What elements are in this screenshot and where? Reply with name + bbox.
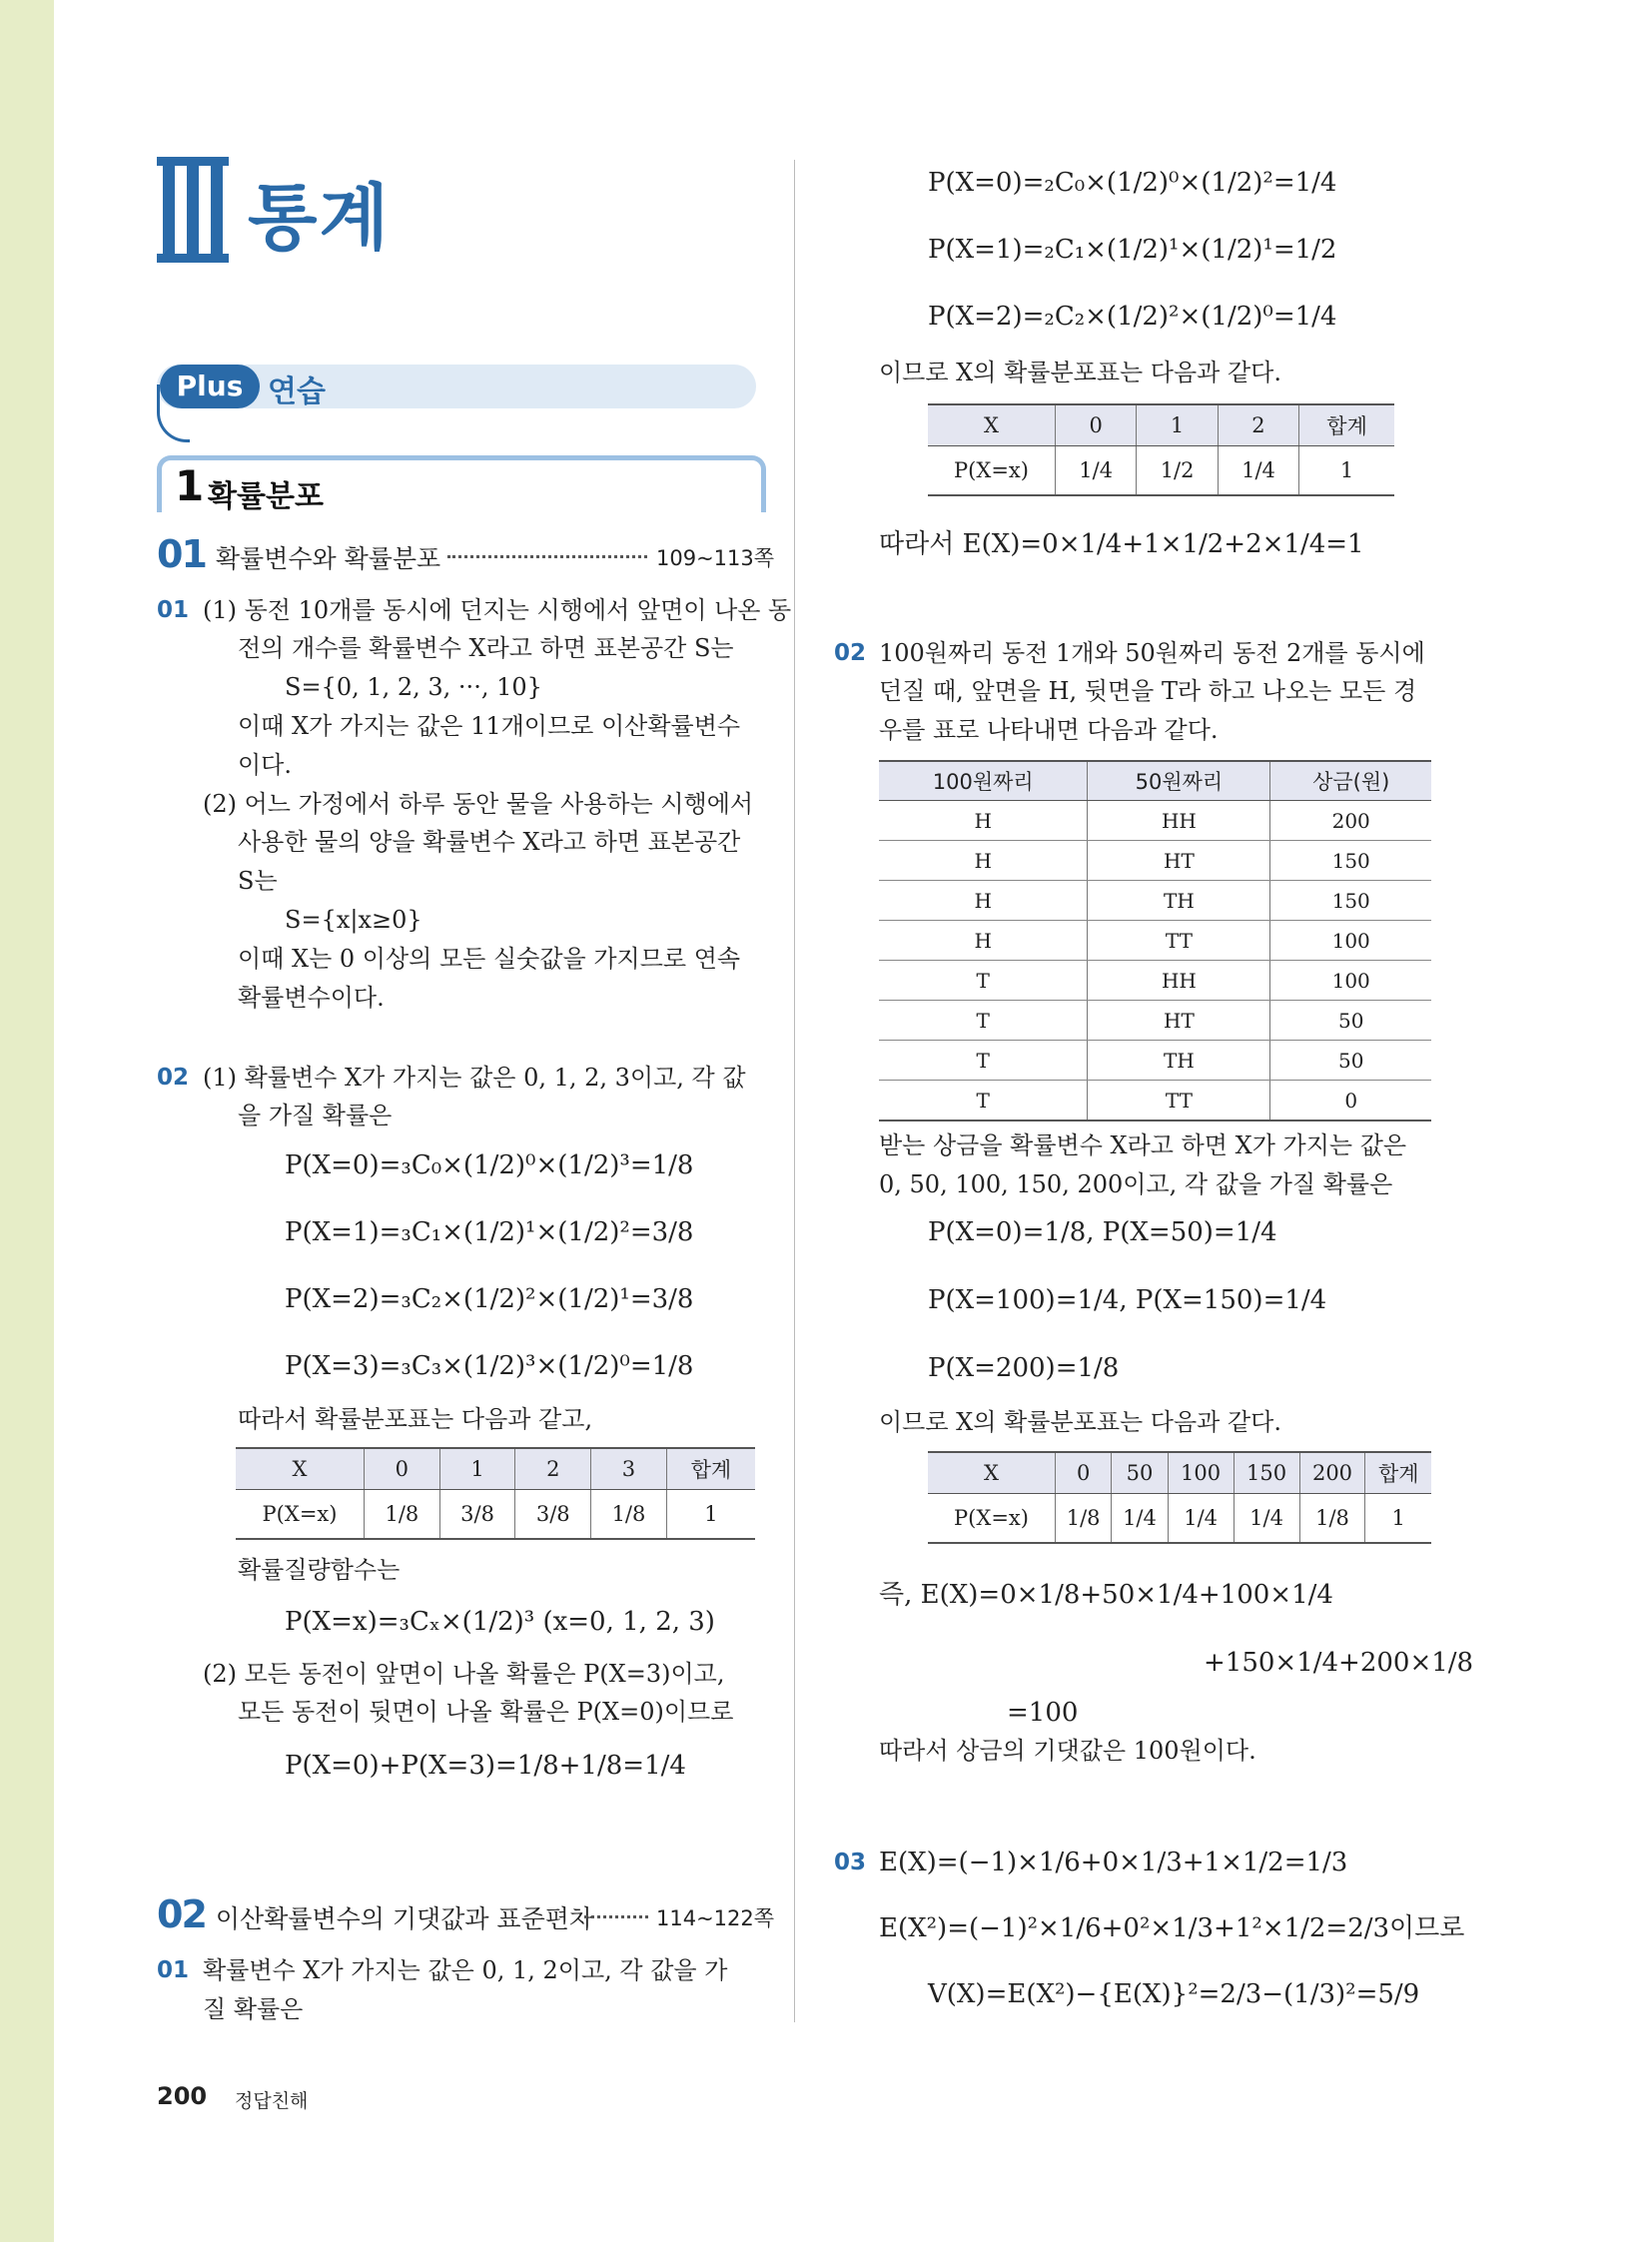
table-header-cell: 1: [439, 1448, 515, 1490]
distribution-table-2: [928, 403, 1394, 496]
footer-label: 정답친해: [235, 2090, 309, 2112]
text-line: 확률질량함수는: [238, 1556, 401, 1584]
table-cell: P(X=x): [236, 1490, 365, 1540]
table-cell: T: [879, 1081, 1088, 1121]
problem-02-number: 02: [157, 1065, 190, 1091]
table-header-cell: 2: [515, 1448, 591, 1490]
text-line: 던질 때, 앞면을 H, 뒷면을 T라 하고 나오는 모든 경: [879, 677, 1417, 705]
chapter-title: 통계: [248, 176, 392, 260]
side-color-strip: [0, 0, 54, 2242]
equation: P(X=2)=₃C₂×(1/2)²×(1/2)¹=3/8: [285, 1284, 694, 1314]
text-line: 0, 50, 100, 150, 200이고, 각 값을 가질 확률은: [879, 1170, 1393, 1198]
text-line: 따라서 상금의 기댓값은 100원이다.: [879, 1737, 1256, 1765]
table-header-cell: 합계: [1299, 404, 1394, 446]
column-divider: [794, 160, 795, 2022]
table-cell: HT: [1088, 841, 1270, 881]
table-cell: 100: [1270, 921, 1431, 961]
table-header-cell: X: [928, 404, 1056, 446]
equation: P(X=1)=₂C₁×(1/2)¹×(1/2)¹=1/2: [928, 235, 1337, 265]
table-cell: P(X=x): [928, 446, 1056, 496]
table-cell: 50: [1270, 1001, 1431, 1041]
table-header-cell: 100원짜리: [879, 761, 1088, 801]
text-line: S는: [238, 867, 278, 895]
text-line: 우를 표로 나타내면 다음과 같다.: [879, 716, 1219, 744]
page-number: 200: [157, 2082, 208, 2110]
table-cell: H: [879, 801, 1088, 841]
table-cell: 50: [1270, 1041, 1431, 1081]
chapter-roman-numeral: [157, 157, 229, 263]
table-cell: 1/4: [1056, 446, 1137, 496]
equation: =100: [1007, 1698, 1079, 1728]
text-line: (1) 확률변수 X가 가지는 값은 0, 1, 2, 3이고, 각 값: [203, 1064, 746, 1092]
equation: P(X=0)+P(X=3)=1/8+1/8=1/4: [285, 1751, 686, 1781]
table-header-cell: 50원짜리: [1088, 761, 1270, 801]
table-cell: 3/8: [515, 1490, 591, 1540]
subsection-1-title: 확률변수와 확률분포: [215, 544, 441, 573]
problem-01-number: 01: [157, 1957, 190, 1983]
equation: P(X=2)=₂C₂×(1/2)²×(1/2)⁰=1/4: [928, 302, 1337, 332]
table-cell: TH: [1088, 1041, 1270, 1081]
text-line: (2) 어느 가정에서 하루 동안 물을 사용하는 시행에서: [203, 790, 754, 818]
equation: P(X=x)=₃Cₓ×(1/2)³ (x=0, 1, 2, 3): [285, 1607, 715, 1637]
table-header-cell: 1: [1137, 404, 1218, 446]
equation: P(X=0)=₃C₀×(1/2)⁰×(1/2)³=1/8: [285, 1150, 694, 1180]
text-line: 확률변수이다.: [238, 984, 385, 1012]
distribution-table-1: [236, 1447, 755, 1540]
table-header-cell: X: [236, 1448, 365, 1490]
section-title: 확률분포: [208, 479, 324, 514]
table-cell: 100: [1270, 961, 1431, 1001]
text-line: 이때 X는 0 이상의 모든 실숫값을 가지므로 연속: [238, 945, 741, 973]
equation: P(X=200)=1/8: [928, 1353, 1120, 1383]
table-cell: 150: [1270, 881, 1431, 921]
table-cell: T: [879, 1041, 1088, 1081]
table-header-cell: 50: [1112, 1452, 1168, 1494]
table-header-cell: 0: [365, 1448, 440, 1490]
problem-02-number: 02: [834, 640, 867, 666]
subsection-2-heading: [157, 1892, 593, 1936]
table-cell: HH: [1088, 961, 1270, 1001]
table-cell: T: [879, 1001, 1088, 1041]
distribution-table-3: [928, 1451, 1431, 1544]
table-cell: 1: [666, 1490, 755, 1540]
equation: S={0, 1, 2, 3, ···, 10}: [285, 673, 542, 701]
table-cell: 150: [1270, 841, 1431, 881]
table-cell: P(X=x): [928, 1494, 1056, 1544]
problem-03-number: 03: [834, 1850, 867, 1875]
text-line: 따라서 확률분포표는 다음과 같고,: [238, 1405, 593, 1433]
equation: P(X=0)=₂C₀×(1/2)⁰×(1/2)²=1/4: [928, 168, 1337, 198]
text-line: 사용한 물의 양을 확률변수 X라고 하면 표본공간: [238, 828, 741, 856]
table-cell: 1/4: [1168, 1494, 1234, 1544]
prize-table: [879, 760, 1431, 1121]
subsection-2-number: 02: [157, 1892, 206, 1936]
text-line: (2) 모든 동전이 앞면이 나올 확률은 P(X=3)이고,: [203, 1660, 725, 1688]
table-cell: 1/8: [365, 1490, 440, 1540]
text-line: 확률변수 X가 가지는 값은 0, 1, 2이고, 각 값을 가: [203, 1956, 728, 1984]
table-header-cell: 200: [1299, 1452, 1365, 1494]
table-cell: H: [879, 921, 1088, 961]
table-cell: 1/4: [1112, 1494, 1168, 1544]
equation: 즉, E(X)=0×1/8+50×1/4+100×1/4: [879, 1580, 1333, 1610]
subsection-1-leader: [447, 555, 647, 558]
text-line: 이때 X가 가지는 값은 11개이므로 이산확률변수: [238, 712, 741, 740]
text-line: 전의 개수를 확률변수 X라고 하면 표본공간 S는: [238, 634, 734, 662]
table-header-cell: 150: [1234, 1452, 1299, 1494]
subsection-2-pages: 114~122쪽: [656, 1906, 775, 1930]
table-cell: 1/8: [1056, 1494, 1112, 1544]
subsection-2-title: 이산확률변수의 기댓값과 표준편차: [215, 1904, 594, 1933]
table-cell: TT: [1088, 1081, 1270, 1121]
equation: P(X=100)=1/4, P(X=150)=1/4: [928, 1285, 1327, 1315]
table-cell: H: [879, 841, 1088, 881]
text-line: 이므로 X의 확률분포표는 다음과 같다.: [879, 1408, 1281, 1436]
table-cell: 200: [1270, 801, 1431, 841]
equation: S={x|x≥0}: [285, 906, 422, 934]
table-cell: 0: [1270, 1081, 1431, 1121]
equation: P(X=1)=₃C₁×(1/2)¹×(1/2)²=3/8: [285, 1217, 694, 1247]
equation: V(X)=E(X²)−{E(X)}²=2/3−(1/3)²=5/9: [928, 1979, 1420, 2009]
equation: P(X=3)=₃C₃×(1/2)³×(1/2)⁰=1/8: [285, 1351, 694, 1381]
table-header-cell: 100: [1168, 1452, 1234, 1494]
table-cell: 1/4: [1218, 446, 1298, 496]
table-header-cell: 합계: [1365, 1452, 1431, 1494]
table-header-cell: 0: [1056, 404, 1137, 446]
table-header-cell: X: [928, 1452, 1056, 1494]
text-line: 이므로 X의 확률분포표는 다음과 같다.: [879, 359, 1281, 386]
table-header-cell: 상금(원): [1270, 761, 1431, 801]
table-cell: HH: [1088, 801, 1270, 841]
text-line: 100원짜리 동전 1개와 50원짜리 동전 2개를 동시에: [879, 639, 1425, 667]
table-cell: 1/8: [591, 1490, 667, 1540]
plus-badge: Plus: [160, 365, 260, 408]
subsection-2-leader: [584, 1915, 648, 1918]
text-line: 모든 동전이 뒷면이 나올 확률은 P(X=0)이므로: [238, 1698, 734, 1726]
equation: P(X=0)=1/8, P(X=50)=1/4: [928, 1217, 1277, 1247]
table-cell: 1/8: [1299, 1494, 1365, 1544]
problem-01-number: 01: [157, 597, 190, 623]
table-header-cell: 2: [1218, 404, 1298, 446]
table-cell: 1: [1299, 446, 1394, 496]
equation: +150×1/4+200×1/8: [1204, 1648, 1474, 1678]
plus-label: 연습: [268, 374, 326, 409]
table-cell: 1/4: [1234, 1494, 1299, 1544]
text-line: 이다.: [238, 751, 292, 779]
table-cell: T: [879, 961, 1088, 1001]
table-header-cell: 0: [1056, 1452, 1112, 1494]
equation: E(X²)=(−1)²×1/6+0²×1/3+1²×1/2=2/3이므로: [879, 1913, 1465, 1943]
subsection-1-pages: 109~113쪽: [656, 546, 775, 570]
table-header-cell: 3: [591, 1448, 667, 1490]
text-line: 질 확률은: [203, 1995, 304, 2023]
equation: E(X)=(−1)×1/6+0×1/3+1×1/2=1/3: [879, 1848, 1348, 1877]
section-number: 1: [175, 461, 205, 510]
table-cell: HT: [1088, 1001, 1270, 1041]
table-cell: 3/8: [439, 1490, 515, 1540]
text-line: (1) 동전 10개를 동시에 던지는 시행에서 앞면이 나온 동: [203, 596, 792, 624]
text-line: 받는 상금을 확률변수 X라고 하면 X가 가지는 값은: [879, 1131, 1407, 1159]
text-line: 을 가질 확률은: [238, 1102, 393, 1129]
subsection-1-number: 01: [157, 532, 206, 576]
subsection-1-heading: [157, 532, 440, 576]
table-cell: H: [879, 881, 1088, 921]
table-cell: TT: [1088, 921, 1270, 961]
equation: 따라서 E(X)=0×1/4+1×1/2+2×1/4=1: [879, 529, 1364, 559]
table-header-cell: 합계: [666, 1448, 755, 1490]
table-cell: 1/2: [1137, 446, 1218, 496]
table-cell: TH: [1088, 881, 1270, 921]
table-cell: 1: [1365, 1494, 1431, 1544]
